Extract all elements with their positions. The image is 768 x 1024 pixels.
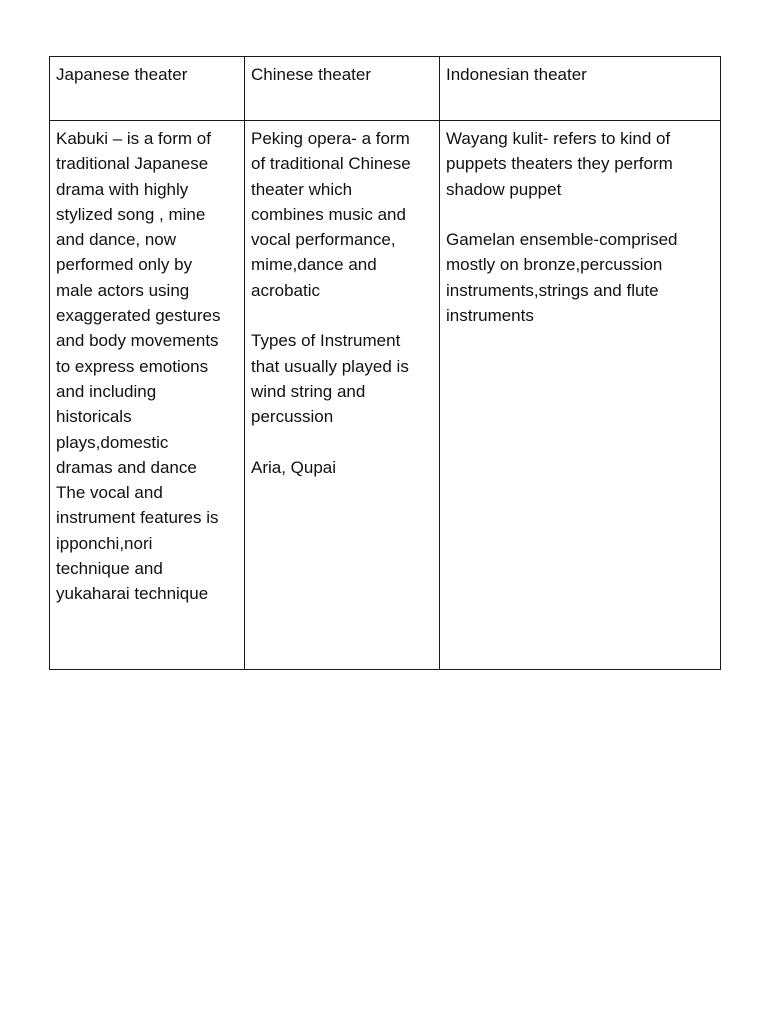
theater-comparison-table [49, 56, 721, 670]
table-header-row [50, 57, 721, 121]
header-chinese-theater: Chinese theater [245, 57, 440, 121]
cell-chinese-theater: Peking opera- a form of traditional Chinese theater which combines music and vocal performance, mime,dance and acrobatic Types of Instrument that usually played is wind string and percussion Aria, Qupai [245, 121, 440, 670]
header-indonesian-theater: Indonesian theater [440, 57, 721, 121]
cell-indonesian-theater: Wayang kulit- refers to kind of puppets theaters they perform shadow puppet Gamelan ensemble-comprised mostly on bronze,percussion instruments,strings and flute instruments [440, 121, 721, 670]
table-row [50, 121, 721, 670]
cell-japanese-theater: Kabuki – is a form of traditional Japanese drama with highly stylized song , mine and dance, now performed only by male actors using exaggerated gestures and body movements to express emotions and including historicals plays,domestic dramas and dance The vocal and instrument features is ipponchi,nori technique and yukaharai technique [50, 121, 245, 670]
header-japanese-theater: Japanese theater [50, 57, 245, 121]
